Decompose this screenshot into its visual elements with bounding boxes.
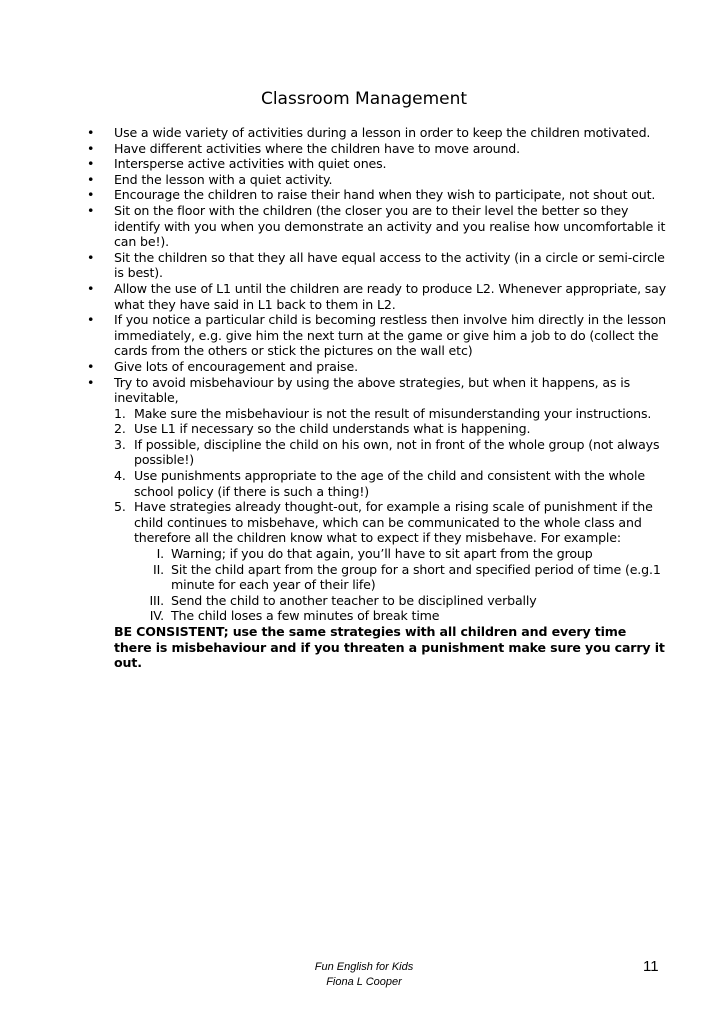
bullet-item: • Sit the children so that they all have equal access to the activity (in a circle or semi-circle is best). bbox=[87, 250, 667, 281]
item-number: 3. bbox=[114, 436, 126, 452]
closing-statement: BE CONSISTENT; use the same strategies with all children and every time there is misbehaviour and if you threaten a punishment make sure you carry it out. bbox=[114, 624, 665, 671]
item-text: Use L1 if necessary so the child understands what is happening. bbox=[134, 421, 531, 437]
bullet-item: • Sit on the floor with the children (the closer you are to their level the better so they identify with you when you demonstrate an activity and you realise how uncomfortable it can be!). bbox=[87, 203, 667, 250]
numbered-item bbox=[114, 421, 667, 437]
roman-item bbox=[114, 593, 667, 609]
roman-numeral: IV. bbox=[149, 608, 164, 624]
page-number: 11 bbox=[643, 958, 659, 975]
item-number: 1. bbox=[114, 405, 126, 421]
item-text: Make sure the misbehaviour is not the result of misunderstanding your instructions. bbox=[134, 405, 652, 421]
numbered-item bbox=[114, 437, 667, 468]
item-text: If possible, discipline the child on his own, not in front of the whole group (not always possible!) bbox=[134, 436, 660, 468]
footer-book-title: Fun English for Kids bbox=[314, 961, 414, 973]
bullet-item: • Have different activities where the children have to move around. bbox=[87, 141, 667, 157]
numbered-item bbox=[114, 406, 667, 422]
roman-numeral: I. bbox=[156, 546, 164, 562]
roman-item bbox=[114, 546, 667, 562]
roman-numeral: III. bbox=[149, 592, 164, 608]
bullet-text: • Try to avoid misbehaviour by using the above strategies, but when it happens, as is inevitable, bbox=[114, 374, 630, 406]
roman-item bbox=[114, 608, 667, 624]
numbered-item bbox=[114, 468, 667, 499]
footer-author: Fiona L Cooper bbox=[326, 976, 402, 988]
bullet-item: • Allow the use of L1 until the children are ready to produce L2. Whenever appropriate, say what they have said in L1 back to them in L2. bbox=[87, 281, 667, 312]
item-text: Have strategies already thought-out, for example a rising scale of punishment if the child continues to misbehave, which can be communicated to the whole class and therefore all the children know what to expect if they misbehave. For example: bbox=[134, 499, 653, 546]
bullet-item: • Encourage the children to raise their hand when they wish to participate, not shout out. bbox=[87, 187, 667, 203]
page-title: Classroom Management bbox=[260, 89, 468, 109]
item-text: Warning; if you do that again, you’ll have to sit apart from the group bbox=[171, 546, 593, 562]
numbered-item bbox=[114, 499, 667, 546]
item-number: 4. bbox=[114, 468, 126, 484]
item-text: Use punishments appropriate to the age of the child and consistent with the whole school policy (if there is such a thing!) bbox=[134, 468, 645, 499]
item-text: The child loses a few minutes of break time bbox=[171, 608, 440, 624]
bullet-item: • Use a wide variety of activities during a lesson in order to keep the children motivated. bbox=[87, 125, 667, 141]
bullet-item: • Intersperse active activities with quiet ones. bbox=[87, 156, 667, 172]
footer bbox=[0, 960, 728, 990]
bullet-item: • If you notice a particular child is becoming restless then involve him directly in the lesson immediately, e.g. give him the next turn at the game or give him a job to do (collect the cards from the others or stick the pictures on the wall etc) bbox=[87, 312, 667, 359]
item-text: Send the child to another teacher to be disciplined verbally bbox=[171, 592, 537, 608]
bullet-item: • End the lesson with a quiet activity. bbox=[87, 172, 667, 188]
item-number: 5. bbox=[114, 499, 126, 515]
item-text: Sit the child apart from the group for a short and specified period of time (e.g.1 minute for each year of their life) bbox=[171, 561, 661, 593]
roman-numeral: II. bbox=[153, 561, 164, 577]
item-number: 2. bbox=[114, 421, 126, 437]
body-content bbox=[87, 125, 667, 671]
bullet-item bbox=[87, 375, 667, 671]
roman-item bbox=[114, 562, 667, 593]
bullet-item: • Give lots of encouragement and praise. bbox=[87, 359, 667, 375]
